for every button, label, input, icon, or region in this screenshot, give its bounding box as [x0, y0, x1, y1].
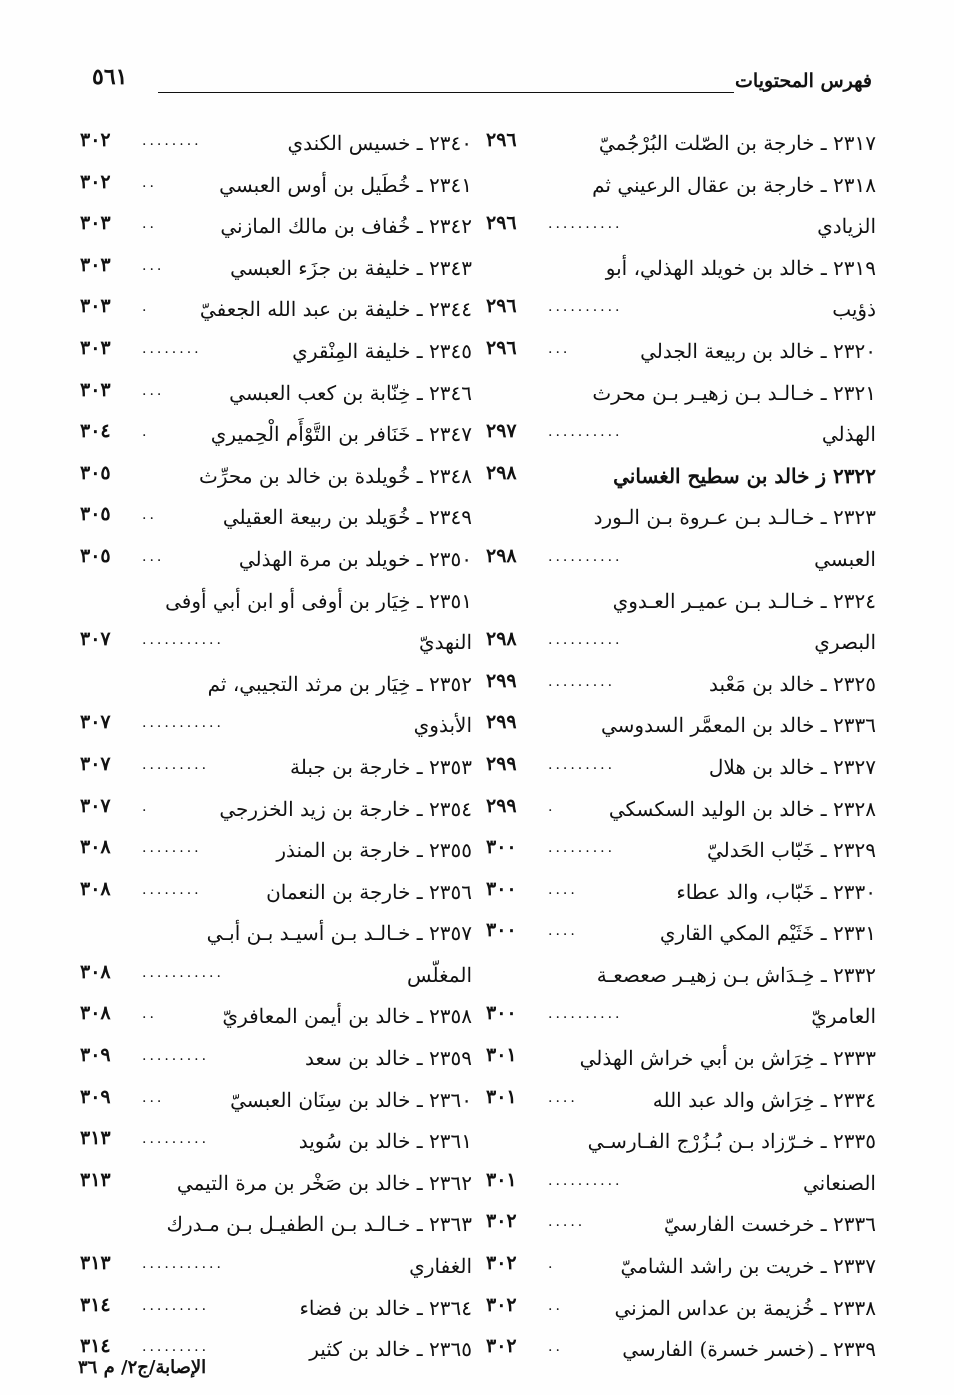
- entry-leader-dots: ..: [142, 1006, 157, 1023]
- entry-leader-dots: ...........: [142, 632, 224, 649]
- index-entry: [486, 290, 876, 332]
- entry-page-number: ٣٠٣: [80, 253, 111, 276]
- index-entry: [486, 1247, 876, 1289]
- entry-page-number: ٣١٣: [80, 1252, 111, 1275]
- index-entry: [80, 498, 472, 540]
- entry-text: ٢٣٣٩ ـ (خسر خسرة) الفارسي: [622, 1337, 876, 1362]
- entry-page-number: ٢٩٦: [486, 129, 517, 151]
- index-entry: [486, 914, 876, 956]
- entry-page-number: ٣٠١: [486, 1085, 517, 1108]
- index-entry: [80, 207, 472, 249]
- entry-text: ٢٣٣٤ ـ خِرَاش والد عبد الله: [652, 1087, 876, 1112]
- index-entry: [486, 166, 876, 208]
- entry-page-number: ٣٠٨: [80, 1002, 111, 1025]
- entry-text: ٢٣٣٢ ـ خِـدَاش بـن زهيـر صعصعـة: [596, 962, 876, 987]
- entry-page-number: ٣٠١: [486, 1044, 517, 1067]
- entry-page-number: ٣٠٧: [80, 794, 111, 817]
- entry-leader-dots: ..........: [548, 299, 623, 316]
- entry-leader-dots: .........: [142, 756, 210, 773]
- entry-page-number: ٣٠٥: [80, 461, 111, 484]
- index-entry: [486, 207, 876, 249]
- entry-leader-dots: ..: [548, 1297, 563, 1314]
- index-entry: [486, 415, 876, 457]
- index-entry: [80, 790, 472, 832]
- entry-text: ذؤيب: [832, 297, 876, 322]
- entry-text: ٢٣٢١ ـ خـالـد بـن زهيـر بـن محرث: [592, 380, 876, 405]
- index-entry: [80, 956, 472, 998]
- entry-text: ٢٣٥٩ ـ خالد بن سعد: [304, 1046, 472, 1071]
- index-entry: [80, 665, 472, 707]
- entry-text: البصري: [814, 630, 876, 655]
- entry-leader-dots: ..: [142, 174, 157, 191]
- entry-leader-dots: ..........: [548, 424, 623, 441]
- entry-leader-dots: ..........: [548, 548, 623, 565]
- index-entry: [80, 748, 472, 790]
- entry-text: النهديّ: [418, 630, 472, 655]
- index-entry: [80, 457, 472, 499]
- index-entry: [486, 623, 876, 665]
- entry-text: الهذلي: [821, 422, 876, 447]
- entry-text: ٢٣٤٩ ـ خُوَيلد بن ربيعة العقيلي: [222, 505, 472, 530]
- index-entry: [80, 873, 472, 915]
- entry-leader-dots: .........: [142, 1048, 210, 1065]
- entry-text: ٢٣٤٦ ـ خِنّابة بن كعب العبسي: [229, 380, 472, 405]
- entry-page-number: ٣٠٩: [80, 1085, 111, 1108]
- entry-text: ٢٣١٨ ـ خارجة بن عقال الرعيني ثم: [592, 172, 876, 197]
- entry-page-number: ٣١٣: [80, 1127, 111, 1150]
- entry-text: ٢٣٤٧ ـ خَنَافر بن التَّوْأَم الْحِميري: [210, 422, 472, 447]
- entry-text: ٢٣٣٣ ـ خِرَاش بن أبي خراش الهذلي: [579, 1046, 876, 1071]
- entry-text: ٢٣٢٣ ـ خـالـد بـن عـروة بـن الـورد: [593, 505, 876, 530]
- entry-leader-dots: ....: [548, 1089, 578, 1106]
- entry-leader-dots: ....: [548, 881, 578, 898]
- entry-leader-dots: .........: [548, 673, 616, 690]
- entry-page-number: ٣٠٣: [80, 212, 111, 235]
- entry-leader-dots: ...: [142, 548, 165, 565]
- entry-leader-dots: .........: [142, 1339, 210, 1356]
- index-entry: [80, 1247, 472, 1289]
- index-entry: [486, 1289, 876, 1331]
- entry-text: المغلّس: [407, 962, 472, 987]
- index-entry: [486, 1122, 876, 1164]
- index-entry: [80, 1081, 472, 1123]
- entry-text: ٢٣٥٧ ـ خـالـد بـن أسيـد بـن أبـي: [206, 921, 472, 946]
- entry-leader-dots: .........: [142, 1297, 210, 1314]
- entry-page-number: ٣٠٥: [80, 503, 111, 526]
- index-entry: [486, 706, 876, 748]
- index-entry: [80, 914, 472, 956]
- entry-leader-dots: .: [142, 299, 150, 316]
- entry-leader-dots: ....: [548, 923, 578, 940]
- index-entry: [80, 1122, 472, 1164]
- entry-text: ٢٣٤٤ ـ خليفة بن عبد الله الجعفيّ: [199, 297, 472, 322]
- entry-text: ٢٣٤٨ ـ خُويلدة بن خالد بن محرِّث: [199, 463, 472, 488]
- index-entry: [486, 332, 876, 374]
- index-entry: [80, 332, 472, 374]
- entry-leader-dots: ...: [142, 1089, 165, 1106]
- entry-page-number: ٣٠١: [486, 1168, 517, 1191]
- index-entry: [80, 249, 472, 291]
- entry-page-number: ٣٠٧: [80, 628, 111, 651]
- entry-leader-dots: ...........: [142, 715, 224, 732]
- footer-signature: الإصابة/ج٢/ م ٣٦: [78, 1357, 207, 1378]
- entry-page-number: ٢٩٩: [486, 669, 517, 692]
- entry-page-number: ٢٩٨: [486, 544, 517, 567]
- entry-text: ٢٣٦٠ ـ خالد بن سِنَان العبسيّ: [230, 1087, 472, 1112]
- entry-text: ٢٣٣٠ ـ خَبّاب، والد عطاء: [676, 879, 876, 904]
- entry-page-number: ٢٩٩: [486, 752, 517, 775]
- index-entry: [486, 1164, 876, 1206]
- entry-leader-dots: ...: [142, 382, 165, 399]
- entry-leader-dots: ..........: [548, 216, 623, 233]
- entry-text: ٢٣٤٢ ـ خُفاف بن مالك المازني: [220, 214, 472, 239]
- entry-leader-dots: ........: [142, 840, 202, 857]
- entry-page-number: ٢٩٦: [486, 336, 517, 359]
- entry-leader-dots: ........: [142, 133, 202, 149]
- index-entry: [486, 665, 876, 707]
- entry-page-number: ٣٠٢: [486, 1210, 517, 1233]
- index-entry: [486, 249, 876, 291]
- entry-text: ٢٣٣٦ ـ خالد بن المعمَّر السدوسي: [601, 713, 876, 738]
- entry-text: ٢٣٢٨ ـ خالد بن الوليد السكسكي: [608, 796, 876, 821]
- entry-text: ٢٣٤١ ـ خُطَيل بن أوس العبسي: [219, 172, 472, 197]
- entry-leader-dots: ...: [142, 257, 165, 274]
- entry-leader-dots: ..........: [548, 1006, 623, 1023]
- page-header: [88, 64, 872, 104]
- entry-leader-dots: .: [548, 798, 556, 815]
- page-title: فهرس المحتويات: [735, 70, 872, 92]
- entry-leader-dots: ...........: [142, 1256, 224, 1273]
- entry-text: ٢٣٢٢ ز خالد بن سطيح الغساني: [613, 463, 876, 488]
- entry-text: ٢٣٥٨ ـ خالد بن أيمن المعافريّ: [222, 1004, 472, 1029]
- entry-page-number: ٣٠٨: [80, 877, 111, 900]
- entry-page-number: ٣٠٢: [80, 129, 111, 151]
- entry-page-number: ٣٠٣: [80, 295, 111, 318]
- index-entry: [80, 997, 472, 1039]
- entry-page-number: ٣٠٤: [80, 420, 111, 443]
- entry-text: العامريّ: [811, 1004, 876, 1029]
- index-entry: [486, 873, 876, 915]
- entry-text: ٢٣٥١ ـ خِيَار بن أوفى أو ابن أبي أوفى: [165, 588, 472, 613]
- entry-leader-dots: .: [142, 424, 150, 441]
- entry-text: ٢٣١٩ ـ خالد بن خويلد الهذلي، أبو: [605, 255, 876, 280]
- entry-page-number: ٣١٤: [80, 1293, 111, 1316]
- index-entry: [80, 1289, 472, 1331]
- index-entry: [486, 1039, 876, 1081]
- entry-page-number: ٣٠٠: [486, 877, 517, 900]
- entry-text: ٢٣٦٢ ـ خالد بن صَخْر بن مرة التيمي: [176, 1170, 472, 1195]
- entry-text: ٢٣٢٥ ـ خالد بن مَعْبد: [709, 671, 876, 696]
- entry-page-number: ٣٠٢: [486, 1252, 517, 1275]
- entry-text: الغفاري: [409, 1254, 472, 1279]
- entry-page-number: ٣٠٣: [80, 336, 111, 359]
- entry-leader-dots: .: [548, 1256, 556, 1273]
- index-entry: [80, 540, 472, 582]
- entry-text: ٢٣٣٦ ـ خرخست الفارسيّ: [663, 1212, 876, 1237]
- entry-text: ٢٣٥٢ ـ خِيَار بن مرثد التجيبي، ثم: [207, 671, 472, 696]
- entry-leader-dots: ..: [548, 1339, 563, 1356]
- entry-page-number: ٣٠٠: [486, 1002, 517, 1025]
- entry-page-number: ٣٠٠: [486, 919, 517, 942]
- entry-text: ٢٣٥٠ ـ خويلد بن مرة الهذلي: [238, 546, 472, 571]
- index-entry: [486, 498, 876, 540]
- entry-page-number: ٣٠٩: [80, 1044, 111, 1067]
- index-entry: [486, 1205, 876, 1247]
- index-entry: [80, 124, 472, 166]
- index-entry: [80, 374, 472, 416]
- entry-leader-dots: .........: [548, 756, 616, 773]
- index-entry: [80, 831, 472, 873]
- index-entry: [80, 1164, 472, 1206]
- entry-leader-dots: .: [142, 798, 150, 815]
- entry-text: ٢٣٢٩ ـ خَبّاب الحَدليّ: [706, 838, 876, 863]
- entry-text: ٢٣٣٨ ـ خُزيمة بن عداس المزني: [614, 1295, 876, 1320]
- index-entry: [486, 831, 876, 873]
- entry-leader-dots: ........: [142, 881, 202, 898]
- entry-leader-dots: ...........: [142, 964, 224, 981]
- entry-page-number: ٣١٤: [80, 1335, 111, 1358]
- entry-page-number: ٢٩٨: [486, 628, 517, 651]
- page-number: ٥٦١: [92, 64, 128, 90]
- index-entry: [486, 997, 876, 1039]
- entry-page-number: ٢٩٩: [486, 711, 517, 734]
- index-entry: [80, 582, 472, 624]
- entry-text: ٢٣٢٠ ـ خالد بن ربيعة الجدلي: [640, 338, 876, 363]
- header-rule: [158, 92, 734, 93]
- entry-leader-dots: ........: [142, 340, 202, 357]
- entry-text: ٢٣٦٤ ـ خالد بن فضاء: [299, 1295, 472, 1320]
- entry-leader-dots: ..........: [548, 1172, 623, 1189]
- index-entry: [486, 748, 876, 790]
- entry-text: العبسي: [814, 546, 876, 571]
- entry-page-number: ٣٠٥: [80, 544, 111, 567]
- entry-text: ٢٣٣٥ ـ خـرّزاد بـن بُـزُرْج الفـارسـي: [587, 1129, 876, 1154]
- entry-page-number: ٢٩٦: [486, 212, 517, 235]
- entry-page-number: ٢٩٦: [486, 295, 517, 318]
- index-entry: [486, 956, 876, 998]
- index-entry: [486, 457, 876, 499]
- entry-text: الصنعاني: [802, 1170, 876, 1195]
- entry-page-number: ٣٠٢: [486, 1335, 517, 1358]
- index-entry: [80, 1039, 472, 1081]
- entry-page-number: ٣٠٨: [80, 836, 111, 859]
- entry-page-number: ٣٠٢: [80, 170, 111, 193]
- entry-text: ٢٣٣١ ـ خَثَيْم المكي القاري: [659, 921, 876, 946]
- entry-leader-dots: .....: [548, 1214, 586, 1231]
- index-entry: [80, 290, 472, 332]
- entry-leader-dots: ..........: [548, 632, 623, 649]
- entry-page-number: ٣٠٠: [486, 836, 517, 859]
- entry-text: الزيادي: [817, 214, 876, 239]
- entry-text: ٢٣٥٣ ـ خارجة بن جبلة: [290, 754, 472, 779]
- entry-leader-dots: ..: [142, 507, 157, 524]
- entry-leader-dots: .........: [548, 840, 616, 857]
- index-entry: [80, 415, 472, 457]
- index-column-right: [486, 124, 876, 1372]
- entry-page-number: ٣٠٢: [486, 1293, 517, 1316]
- entry-text: ٢٣٤٥ ـ خليفة المِنْقري: [292, 338, 472, 363]
- entry-text: ٢٣٢٧ ـ خالد بن هلال: [708, 754, 876, 779]
- index-column-left: [80, 124, 472, 1372]
- index-entry: [486, 124, 876, 166]
- entry-leader-dots: .........: [142, 1131, 210, 1148]
- index-entry: [486, 1081, 876, 1123]
- index-entry: [80, 623, 472, 665]
- index-entry: [486, 540, 876, 582]
- entry-text: ٢٣٦٥ ـ خالد بن كثير: [309, 1337, 472, 1362]
- entry-page-number: ٣٠٧: [80, 711, 111, 734]
- entry-text: ٢٣٦١ ـ خالد بن سُويد: [298, 1129, 472, 1154]
- entry-page-number: ٣٠٧: [80, 752, 111, 775]
- entry-text: ٢٣٢٤ ـ خـالـد بـن عميـر العـدوي: [612, 588, 876, 613]
- entry-leader-dots: ...: [548, 340, 571, 357]
- index-entry: [80, 1205, 472, 1247]
- entry-leader-dots: ..: [142, 216, 157, 233]
- index-entry: [486, 582, 876, 624]
- entry-page-number: ٣١٣: [80, 1168, 111, 1191]
- entry-text: ٢٣٥٥ ـ خارجة بن المنذر: [276, 838, 472, 863]
- entry-text: ٢٣٥٤ ـ خارجة بن زيد الخزرجي: [219, 796, 472, 821]
- entry-text: ٢٣٥٦ ـ خارجة بن النعمان: [266, 879, 472, 904]
- entry-page-number: ٢٩٩: [486, 794, 517, 817]
- entry-page-number: ٢٩٧: [486, 420, 517, 443]
- index-entry: [486, 790, 876, 832]
- index-entry: [486, 374, 876, 416]
- entry-text: ٢٣٤٠ ـ خسيس الكندي: [287, 131, 472, 155]
- entry-text: ٢٣١٧ ـ خارجة بن الصّلت البُرْجُميّ: [598, 131, 876, 155]
- entry-text: الأبذوي: [413, 713, 472, 738]
- index-entry: [80, 166, 472, 208]
- index-entry: [80, 706, 472, 748]
- entry-text: ٢٣٤٣ ـ خليفة بن جزَء العبسي: [230, 255, 472, 280]
- entry-text: ٢٣٣٧ ـ خريت بن راشد الشاميّ: [620, 1254, 876, 1279]
- entry-page-number: ٣٠٨: [80, 960, 111, 983]
- index-entry: [486, 1330, 876, 1372]
- entry-page-number: ٢٩٨: [486, 461, 517, 484]
- entry-page-number: ٣٠٣: [80, 378, 111, 401]
- entry-text: ٢٣٦٣ ـ خـالـد بـن الطفيـل بـن مـدرك: [166, 1212, 472, 1237]
